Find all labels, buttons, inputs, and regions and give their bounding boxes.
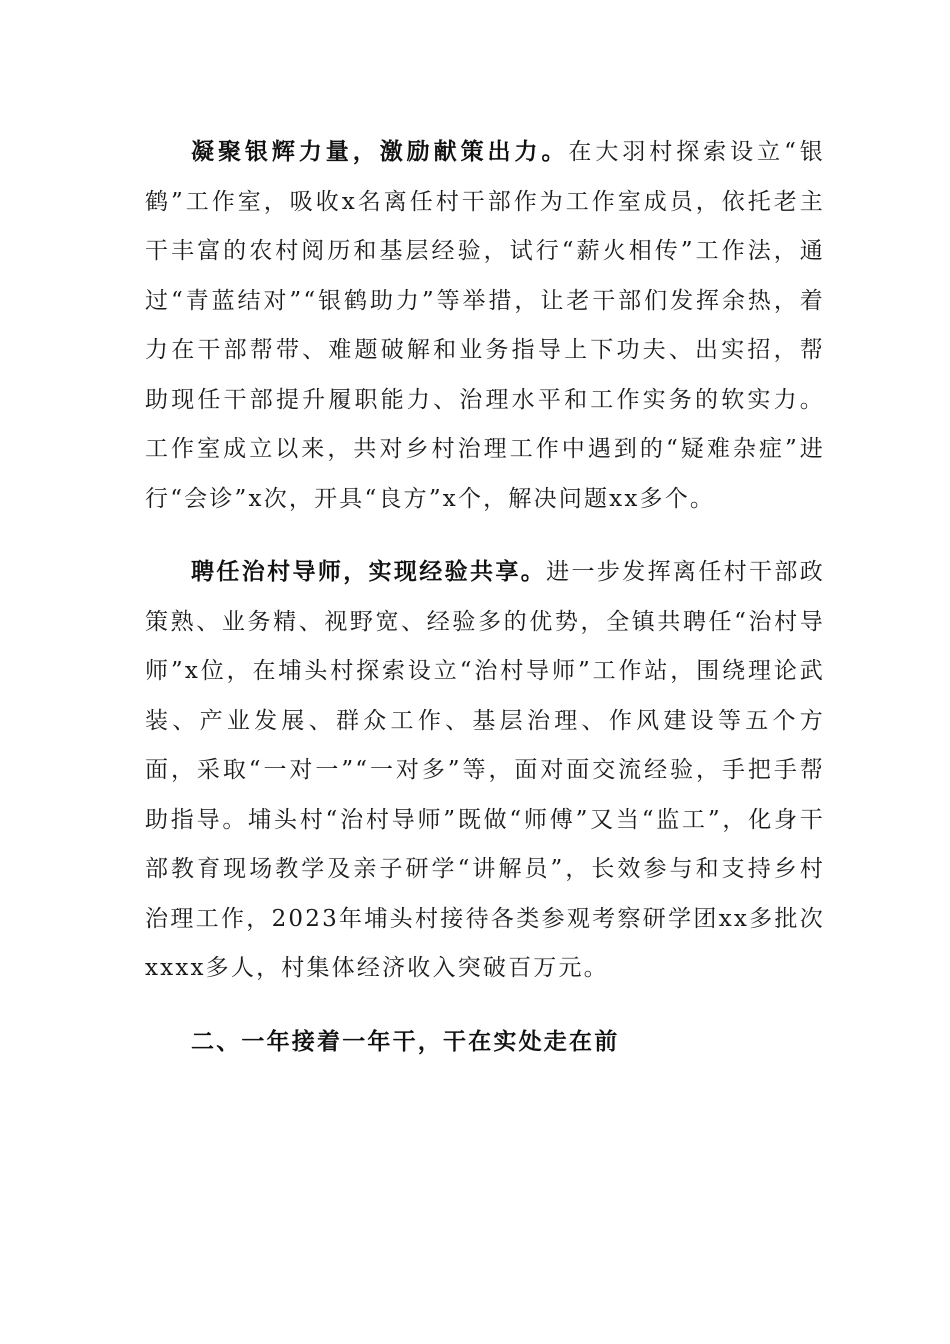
paragraph-lead-heading: 凝聚银辉力量，激励献策出力。 (191, 139, 569, 165)
document-body (145, 128, 825, 1067)
paragraph-village-mentor (145, 548, 825, 994)
paragraph-text: 进一步发挥离任村干部政策熟、业务精、视野宽、经验多的优势，全镇共聘任“治村导师”x位，在埔头村探索设立“治村导师”工作站，围绕理论武装、产业发展、群众工作、基层治理、作风建设等五个方面，采取“一对一”“一对多”等，面对面交流经验，手把手帮助指导。埔头村“治村导师”既做“师傅”又当“监工”，化身干部教育现场教学及亲子研学“讲解员”，长效参与和支持乡村治理工作，2023年埔头村接待各类参观考察研学团xx多批次xxxx多人，村集体经济收入突破百万元。 (145, 559, 825, 981)
paragraph-silver-crane-studio (145, 128, 825, 524)
paragraph-text: 在大羽村探索设立“银鹤”工作室，吸收x名离任村干部作为工作室成员，依托老主干丰富的农村阅历和基层经验，试行“薪火相传”工作法，通过“青蓝结对”“银鹤助力”等举措，让老干部们发挥余热，着力在干部帮带、难题破解和业务指导上下功夫、出实招，帮助现任干部提升履职能力、治理水平和工作实务的软实力。工作室成立以来，共对乡村治理工作中遇到的“疑难杂症”进行“会诊”x次，开具“良方”x个，解决问题xx多个。 (145, 139, 825, 512)
section-heading: 二、一年接着一年干，干在实处走在前 (191, 1028, 620, 1055)
paragraph-lead-heading: 聘任治村导师，实现经验共享。 (191, 559, 547, 585)
